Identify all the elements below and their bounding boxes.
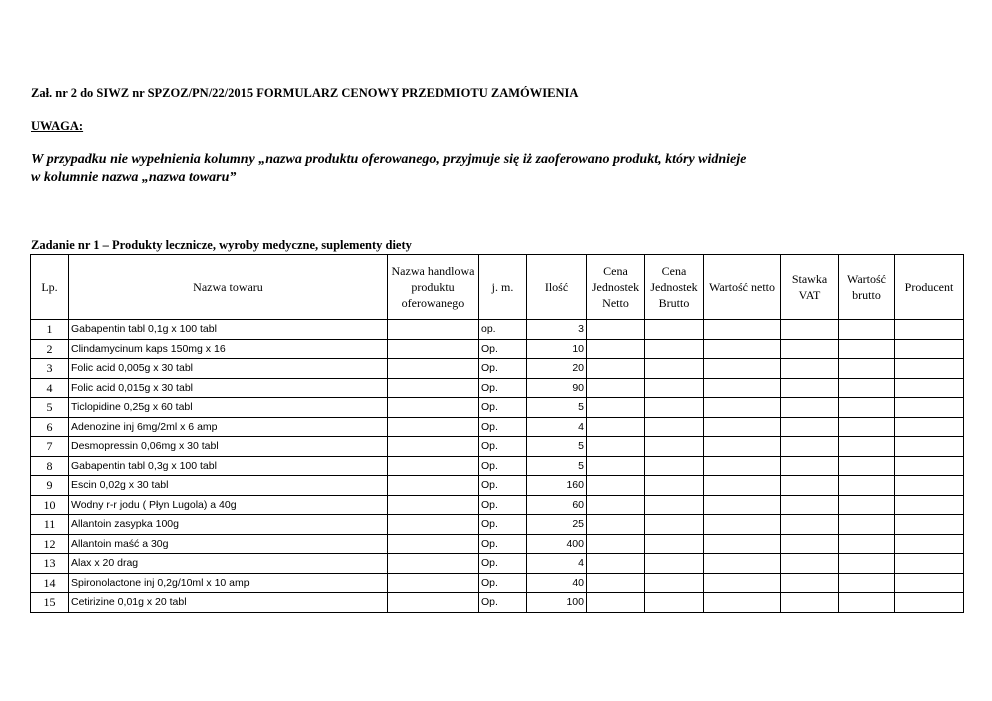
- cell-net-value[interactable]: [704, 339, 781, 359]
- cell-quantity: 160: [527, 476, 587, 496]
- form-title: Zał. nr 2 do SIWZ nr SPZOZ/PN/22/2015 FORMULARZ CENOWY PRZEDMIOTU ZAMÓWIENIA: [31, 86, 579, 100]
- cell-vat-rate[interactable]: [781, 534, 839, 554]
- cell-quantity: 60: [527, 495, 587, 515]
- cell-unit: Op.: [479, 476, 527, 496]
- cell-gross-unit-price[interactable]: [645, 554, 704, 574]
- cell-quantity: 25: [527, 515, 587, 535]
- cell-unit: Op.: [479, 495, 527, 515]
- cell-gross-value[interactable]: [839, 573, 895, 593]
- cell-net-value[interactable]: [704, 573, 781, 593]
- cell-gross-unit-price[interactable]: [645, 593, 704, 613]
- cell-unit: Op.: [479, 573, 527, 593]
- cell-quantity: 5: [527, 437, 587, 457]
- cell-net-value[interactable]: [704, 515, 781, 535]
- col-vat-rate: Stawka VAT: [781, 255, 839, 320]
- cell-trade-name[interactable]: [388, 456, 479, 476]
- cell-trade-name[interactable]: [388, 398, 479, 418]
- cell-lp: 7: [31, 437, 69, 457]
- price-table: [30, 254, 964, 613]
- cell-trade-name[interactable]: [388, 476, 479, 496]
- cell-lp: 2: [31, 339, 69, 359]
- col-name: Nazwa towaru: [69, 255, 388, 320]
- cell-lp: 8: [31, 456, 69, 476]
- cell-vat-rate[interactable]: [781, 437, 839, 457]
- cell-name: Folic acid 0,015g x 30 tabl: [69, 378, 388, 398]
- cell-unit: Op.: [479, 398, 527, 418]
- cell-quantity: 4: [527, 417, 587, 437]
- cell-quantity: 10: [527, 339, 587, 359]
- cell-vat-rate[interactable]: [781, 417, 839, 437]
- cell-net-value[interactable]: [704, 320, 781, 340]
- cell-net-unit-price[interactable]: [587, 378, 645, 398]
- cell-gross-unit-price[interactable]: [645, 573, 704, 593]
- cell-vat-rate[interactable]: [781, 359, 839, 379]
- cell-gross-value[interactable]: [839, 515, 895, 535]
- cell-net-value[interactable]: [704, 534, 781, 554]
- cell-lp: 6: [31, 417, 69, 437]
- col-quantity: Ilość: [527, 255, 587, 320]
- cell-vat-rate[interactable]: [781, 378, 839, 398]
- cell-unit: Op.: [479, 339, 527, 359]
- table-row: [31, 437, 964, 457]
- cell-producer[interactable]: [895, 359, 964, 379]
- table-row: [31, 573, 964, 593]
- cell-trade-name[interactable]: [388, 515, 479, 535]
- cell-producer[interactable]: [895, 417, 964, 437]
- table-row: [31, 515, 964, 535]
- cell-name: Gabapentin tabl 0,1g x 100 tabl: [69, 320, 388, 340]
- table-row: [31, 398, 964, 418]
- cell-quantity: 3: [527, 320, 587, 340]
- cell-net-unit-price[interactable]: [587, 359, 645, 379]
- cell-net-unit-price[interactable]: [587, 320, 645, 340]
- cell-vat-rate[interactable]: [781, 320, 839, 340]
- cell-trade-name[interactable]: [388, 554, 479, 574]
- cell-name: Allantoin zasypka 100g: [69, 515, 388, 535]
- cell-trade-name[interactable]: [388, 378, 479, 398]
- cell-trade-name[interactable]: [388, 534, 479, 554]
- cell-net-value[interactable]: [704, 378, 781, 398]
- cell-producer[interactable]: [895, 534, 964, 554]
- table-row: [31, 593, 964, 613]
- cell-gross-value[interactable]: [839, 554, 895, 574]
- cell-vat-rate[interactable]: [781, 495, 839, 515]
- cell-producer[interactable]: [895, 495, 964, 515]
- cell-name: Desmopressin 0,06mg x 30 tabl: [69, 437, 388, 457]
- cell-quantity: 100: [527, 593, 587, 613]
- cell-trade-name[interactable]: [388, 573, 479, 593]
- cell-quantity: 40: [527, 573, 587, 593]
- cell-gross-value[interactable]: [839, 378, 895, 398]
- cell-gross-value[interactable]: [839, 593, 895, 613]
- cell-lp: 12: [31, 534, 69, 554]
- cell-lp: 5: [31, 398, 69, 418]
- cell-producer[interactable]: [895, 515, 964, 535]
- cell-net-value[interactable]: [704, 359, 781, 379]
- cell-unit: Op.: [479, 534, 527, 554]
- cell-net-unit-price[interactable]: [587, 573, 645, 593]
- cell-gross-value[interactable]: [839, 320, 895, 340]
- table-row: [31, 495, 964, 515]
- col-trade-name: Nazwa handlowa produktu oferowanego: [388, 255, 479, 320]
- table-row: [31, 378, 964, 398]
- cell-unit: Op.: [479, 359, 527, 379]
- cell-quantity: 400: [527, 534, 587, 554]
- table-row: [31, 417, 964, 437]
- cell-name: Spironolactone inj 0,2g/10ml x 10 amp: [69, 573, 388, 593]
- cell-vat-rate[interactable]: [781, 456, 839, 476]
- cell-lp: 14: [31, 573, 69, 593]
- cell-name: Escin 0,02g x 30 tabl: [69, 476, 388, 496]
- cell-producer[interactable]: [895, 398, 964, 418]
- cell-name: Cetirizine 0,01g x 20 tabl: [69, 593, 388, 613]
- cell-producer[interactable]: [895, 456, 964, 476]
- cell-lp: 10: [31, 495, 69, 515]
- cell-gross-unit-price[interactable]: [645, 534, 704, 554]
- cell-vat-rate[interactable]: [781, 339, 839, 359]
- cell-gross-unit-price[interactable]: [645, 417, 704, 437]
- cell-gross-unit-price[interactable]: [645, 398, 704, 418]
- cell-producer[interactable]: [895, 378, 964, 398]
- table-row: [31, 554, 964, 574]
- cell-net-unit-price[interactable]: [587, 534, 645, 554]
- cell-unit: Op.: [479, 515, 527, 535]
- cell-lp: 3: [31, 359, 69, 379]
- cell-trade-name[interactable]: [388, 359, 479, 379]
- col-net-unit-price: Cena Jednostek Netto: [587, 255, 645, 320]
- cell-unit: Op.: [479, 456, 527, 476]
- cell-name: Clindamycinum kaps 150mg x 16: [69, 339, 388, 359]
- cell-net-value[interactable]: [704, 456, 781, 476]
- cell-producer[interactable]: [895, 437, 964, 457]
- cell-producer[interactable]: [895, 320, 964, 340]
- table-row: [31, 320, 964, 340]
- cell-net-unit-price[interactable]: [587, 554, 645, 574]
- cell-net-unit-price[interactable]: [587, 437, 645, 457]
- cell-name: Ticlopidine 0,25g x 60 tabl: [69, 398, 388, 418]
- cell-gross-unit-price[interactable]: [645, 437, 704, 457]
- cell-gross-value[interactable]: [839, 417, 895, 437]
- cell-quantity: 5: [527, 456, 587, 476]
- cell-gross-value[interactable]: [839, 495, 895, 515]
- cell-trade-name[interactable]: [388, 339, 479, 359]
- cell-trade-name[interactable]: [388, 320, 479, 340]
- cell-name: Alax x 20 drag: [69, 554, 388, 574]
- cell-trade-name[interactable]: [388, 495, 479, 515]
- cell-name: Adenozine inj 6mg/2ml x 6 amp: [69, 417, 388, 437]
- table-row: [31, 359, 964, 379]
- cell-lp: 4: [31, 378, 69, 398]
- cell-net-unit-price[interactable]: [587, 339, 645, 359]
- cell-vat-rate[interactable]: [781, 476, 839, 496]
- cell-net-unit-price[interactable]: [587, 495, 645, 515]
- cell-lp: 15: [31, 593, 69, 613]
- cell-net-unit-price[interactable]: [587, 476, 645, 496]
- cell-gross-unit-price[interactable]: [645, 456, 704, 476]
- table-row: [31, 339, 964, 359]
- cell-trade-name[interactable]: [388, 437, 479, 457]
- col-lp: Lp.: [31, 255, 69, 320]
- table-row: [31, 476, 964, 496]
- warning-heading: UWAGA:: [31, 119, 84, 133]
- cell-producer[interactable]: [895, 573, 964, 593]
- table-header-row: [31, 255, 964, 320]
- cell-net-value[interactable]: [704, 398, 781, 418]
- cell-producer[interactable]: [895, 554, 964, 574]
- cell-lp: 9: [31, 476, 69, 496]
- cell-net-value[interactable]: [704, 495, 781, 515]
- cell-gross-value[interactable]: [839, 476, 895, 496]
- cell-unit: Op.: [479, 378, 527, 398]
- cell-name: Allantoin maść a 30g: [69, 534, 388, 554]
- cell-net-unit-price[interactable]: [587, 456, 645, 476]
- cell-net-value[interactable]: [704, 417, 781, 437]
- col-net-value: Wartość netto: [704, 255, 781, 320]
- cell-gross-value[interactable]: [839, 534, 895, 554]
- cell-gross-value[interactable]: [839, 456, 895, 476]
- cell-producer[interactable]: [895, 593, 964, 613]
- cell-gross-unit-price[interactable]: [645, 320, 704, 340]
- cell-net-unit-price[interactable]: [587, 515, 645, 535]
- cell-net-unit-price[interactable]: [587, 417, 645, 437]
- cell-vat-rate[interactable]: [781, 554, 839, 574]
- cell-unit: Op.: [479, 554, 527, 574]
- cell-net-unit-price[interactable]: [587, 398, 645, 418]
- cell-quantity: 90: [527, 378, 587, 398]
- col-gross-value: Wartość brutto: [839, 255, 895, 320]
- cell-gross-value[interactable]: [839, 398, 895, 418]
- cell-producer[interactable]: [895, 476, 964, 496]
- cell-gross-unit-price[interactable]: [645, 359, 704, 379]
- cell-vat-rate[interactable]: [781, 593, 839, 613]
- cell-producer[interactable]: [895, 339, 964, 359]
- cell-trade-name[interactable]: [388, 593, 479, 613]
- cell-unit: Op.: [479, 417, 527, 437]
- cell-gross-unit-price[interactable]: [645, 495, 704, 515]
- cell-name: Wodny r-r jodu ( Płyn Lugola) a 40g: [69, 495, 388, 515]
- cell-net-value[interactable]: [704, 437, 781, 457]
- cell-trade-name[interactable]: [388, 417, 479, 437]
- cell-net-value[interactable]: [704, 554, 781, 574]
- cell-gross-value[interactable]: [839, 359, 895, 379]
- cell-quantity: 20: [527, 359, 587, 379]
- cell-lp: 11: [31, 515, 69, 535]
- cell-vat-rate[interactable]: [781, 515, 839, 535]
- cell-name: Folic acid 0,005g x 30 tabl: [69, 359, 388, 379]
- cell-gross-unit-price[interactable]: [645, 515, 704, 535]
- cell-gross-unit-price[interactable]: [645, 476, 704, 496]
- cell-net-value[interactable]: [704, 593, 781, 613]
- cell-unit: Op.: [479, 437, 527, 457]
- cell-gross-value[interactable]: [839, 437, 895, 457]
- task-title: Zadanie nr 1 – Produkty lecznicze, wyroby medyczne, suplementy diety: [31, 238, 412, 252]
- cell-gross-value[interactable]: [839, 339, 895, 359]
- cell-vat-rate[interactable]: [781, 398, 839, 418]
- col-gross-unit-price: Cena Jednostek Brutto: [645, 255, 704, 320]
- cell-quantity: 4: [527, 554, 587, 574]
- cell-name: Gabapentin tabl 0,3g x 100 tabl: [69, 456, 388, 476]
- cell-lp: 1: [31, 320, 69, 340]
- cell-unit: Op.: [479, 593, 527, 613]
- col-producer: Producent: [895, 255, 964, 320]
- cell-quantity: 5: [527, 398, 587, 418]
- cell-net-unit-price[interactable]: [587, 593, 645, 613]
- warning-note: W przypadku nie wypełnienia kolumny „nazwa produktu oferowanego, przyjmuje się iż zaoferowano produkt, który widnieje w kolumnie nazwa „nazwa towaru”: [31, 152, 747, 185]
- col-unit: j. m.: [479, 255, 527, 320]
- cell-lp: 13: [31, 554, 69, 574]
- cell-unit: op.: [479, 320, 527, 340]
- cell-gross-unit-price[interactable]: [645, 339, 704, 359]
- table-row: [31, 534, 964, 554]
- table-row: [31, 456, 964, 476]
- cell-vat-rate[interactable]: [781, 573, 839, 593]
- cell-net-value[interactable]: [704, 476, 781, 496]
- cell-gross-unit-price[interactable]: [645, 378, 704, 398]
